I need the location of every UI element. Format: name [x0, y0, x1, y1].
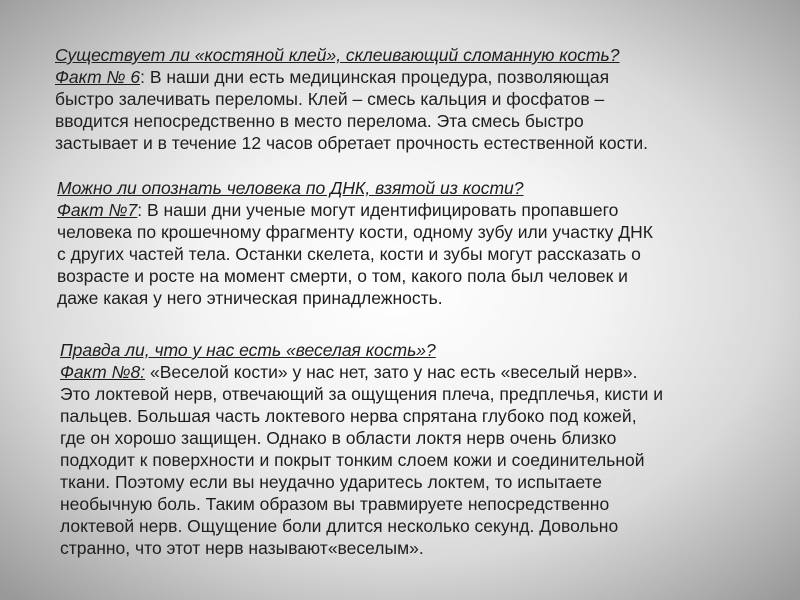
fact-line: Это локтевой нерв, отвечающий за ощущения плеча, предплечья, кисти и — [60, 384, 664, 404]
fact-line: где он хорошо защищен. Однако в области локтя нерв очень близко — [60, 428, 617, 448]
fact-block-7 — [57, 177, 653, 309]
fact-label: Факт №8: — [60, 362, 146, 382]
fact-line: быстро залечивать переломы. Клей – смесь кальция и фосфатов – — [55, 89, 605, 109]
fact-question: Существует ли «костяной клей», склеивающий сломанную кость? — [55, 45, 620, 65]
fact-label: Факт №7 — [57, 200, 138, 220]
fact-line: застывает и в течение 12 часов обретает прочность естественной кости. — [55, 133, 648, 153]
fact-line: даже какая у него этническая принадлежность. — [57, 288, 443, 308]
fact-line: вводится непосредственно в место перелома. Эта смесь быстро — [55, 111, 584, 131]
fact-first-line — [55, 66, 648, 88]
fact-line: возрасте и росте на момент смерти, о том, какого пола был человек и — [57, 266, 628, 286]
fact-block-6 — [55, 44, 648, 154]
fact-line: локтевой нерв. Ощущение боли длится несколько секунд. Довольно — [60, 516, 619, 536]
fact-line: человека по крошечному фрагменту кости, одному зубу или участку ДНК — [57, 222, 653, 242]
fact-text: : В наши дни ученые могут идентифицировать пропавшего — [137, 200, 619, 220]
fact-text: «Веселой кости» у нас нет, зато у нас есть «веселый нерв». — [145, 362, 638, 382]
fact-block-8 — [60, 339, 663, 559]
fact-question: Можно ли опознать человека по ДНК, взятой из кости? — [57, 178, 524, 198]
fact-label: Факт № 6 — [55, 67, 141, 87]
fact-line: странно, что этот нерв называют«веселым». — [60, 538, 424, 558]
fact-first-line — [60, 361, 663, 383]
fact-line: пальцев. Большая часть локтевого нерва спрятана глубоко под кожей, — [60, 406, 637, 426]
fact-line: подходит к поверхности и покрыт тонким слоем кожи и соединительной — [60, 450, 645, 470]
fact-first-line — [57, 199, 653, 221]
fact-question: Правда ли, что у нас есть «веселая кость»? — [60, 340, 436, 360]
fact-line: с других частей тела. Останки скелета, кости и зубы могут рассказать о — [57, 244, 641, 264]
fact-line: необычную боль. Таким образом вы травмируете непосредственно — [60, 494, 610, 514]
fact-line: ткани. Поэтому если вы неудачно ударитесь локтем, то испытаете — [60, 472, 603, 492]
fact-text: : В наши дни есть медицинская процедура, позволяющая — [140, 67, 610, 87]
